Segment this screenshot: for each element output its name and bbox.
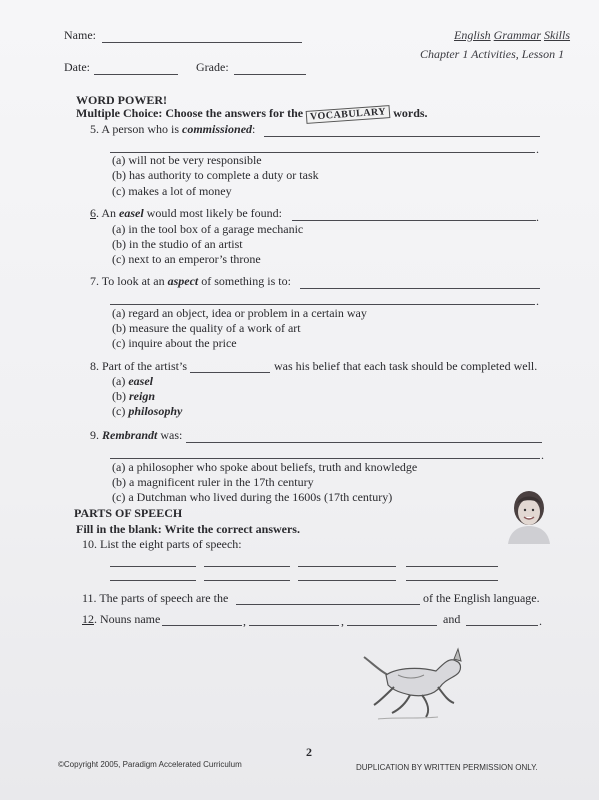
question-11-answer-line[interactable] [236,604,420,605]
word-power-instruction: Multiple Choice: Choose the answers for the VOCABULARY words. [76,106,428,123]
date-field[interactable] [94,74,178,75]
question-9-prompt: 9. Rembrandt was: [90,428,183,442]
parts-of-speech-instruction: Fill in the blank: Write the correct answers. [76,522,300,536]
question-8-prompt-end: was his belief that each task should be completed well. [274,359,538,373]
question-9-option-a: (a) a philosopher who spoke about beliefs, truth and knowledge [112,460,418,474]
question-9-option-c: (c) a Dutchman who lived during the 1600s (17th century) [112,490,393,504]
part-of-speech-blank-1[interactable] [110,566,196,567]
question-12-blank-2[interactable] [249,625,339,626]
running-dog-illustration [358,645,470,723]
question-5-answer-line-1[interactable] [264,136,540,137]
vocabulary-stamp: VOCABULARY [306,105,391,124]
part-of-speech-blank-3[interactable] [298,566,396,567]
question-8-answer-line[interactable] [190,372,270,373]
question-11-prompt-end: of the English language. [423,591,540,605]
question-12-and: and [443,612,461,626]
series-title: English Grammar Skills [454,28,571,42]
section-title-parts-of-speech: PARTS OF SPEECH [74,506,183,520]
question-5-option-b: (b) has authority to complete a duty or task [112,168,319,182]
question-5-option-c: (c) makes a lot of money [112,184,232,198]
grade-label: Grade: [196,60,229,74]
worksheet-page: Name: Date: Grade: English Grammar Skills Chapter 1 Activities, Lesson 1 WORD POWER! Multiple Choice: Choose the answers for the VOCABULARY words. 5. A person who is commissioned: . (a) will not be very responsible (b) has authority to complete a duty or task (c) makes a lot of money 6. An easel would most likely be found: . (a) in the tool box of a garage mechanic (b) in the studio of an artist (c) next to an emperor’s throne 7. To look at an aspect of something is to: . (a) regard an object, idea or problem in a certain way (b) measure the quality of a work of art (c) inquire about the price 8. Part of the artist’s was his belief that each task should be completed well. (a) easel (b) reign (c) philosophy 9. Rembrandt was: . (a) a philosopher who spoke about beliefs, truth and knowledge (b) a magnificent ruler in the 17th century (c) a Dutchman who lived during the 1600s (17th century) PARTS OF SPEECH Fill in the blank: Write the correct answers. 10. List the eight parts of speech: 11. The parts of speech are the of the English language. 12. Nouns name , , and . 2 ©Copyright 2005, Paradigm Accelerated Curriculum DUPLICATION BY WRITTEN PERMISSION ONLY. [0,0,599,800]
question-7-answer-line-2[interactable] [110,304,535,305]
part-of-speech-blank-4[interactable] [406,566,498,567]
question-12-blank-1[interactable] [162,625,242,626]
question-9-answer-line-1[interactable] [186,442,542,443]
question-6-option-b: (b) in the studio of an artist [112,237,243,251]
question-8-prompt-start: 8. Part of the artist’s [90,359,187,373]
question-12-prompt: 12. Nouns name [82,612,161,626]
question-7-option-b: (b) measure the quality of a work of art [112,321,301,335]
section-title-word-power: WORD POWER! [76,93,167,107]
student-photo [504,486,554,544]
question-7-answer-line-1[interactable] [300,288,540,289]
part-of-speech-blank-5[interactable] [110,580,196,581]
question-7-prompt: 7. To look at an aspect of something is to: [90,274,291,288]
part-of-speech-blank-6[interactable] [204,580,290,581]
page-number: 2 [306,745,312,759]
part-of-speech-blank-7[interactable] [298,580,396,581]
part-of-speech-blank-8[interactable] [406,580,498,581]
question-12-blank-3[interactable] [347,625,437,626]
question-7-option-a: (a) regard an object, idea or problem in a certain way [112,306,367,320]
grade-field[interactable] [234,74,306,75]
question-6-option-c: (c) next to an emperor’s throne [112,252,261,266]
question-5-prompt: 5. A person who is commissioned: [90,122,256,136]
copyright-text: ©Copyright 2005, Paradigm Accelerated Curriculum [58,760,242,769]
question-11-prompt-start: 11. The parts of speech are the [82,591,229,605]
question-6-answer-line[interactable] [292,220,536,221]
question-6-prompt: 6. An easel would most likely be found: [90,206,282,220]
question-8-option-b: (b) reign [112,389,156,403]
question-10-prompt: 10. List the eight parts of speech: [82,537,242,551]
duplication-notice: DUPLICATION BY WRITTEN PERMISSION ONLY. [356,763,538,772]
name-field[interactable] [102,42,302,43]
question-12-blank-4[interactable] [466,625,538,626]
date-label: Date: [64,60,90,74]
question-7-option-c: (c) inquire about the price [112,336,237,350]
question-9-answer-line-2[interactable] [110,458,540,459]
question-5-option-a: (a) will not be very responsible [112,153,262,167]
question-9-option-b: (b) a magnificent ruler in the 17th century [112,475,314,489]
question-8-option-a: (a) easel [112,374,153,388]
name-label: Name: [64,28,96,42]
question-6-option-a: (a) in the tool box of a garage mechanic [112,222,304,236]
question-8-option-c: (c) philosophy [112,404,183,418]
part-of-speech-blank-2[interactable] [204,566,290,567]
chapter-label: Chapter 1 Activities, Lesson 1 [420,47,565,61]
